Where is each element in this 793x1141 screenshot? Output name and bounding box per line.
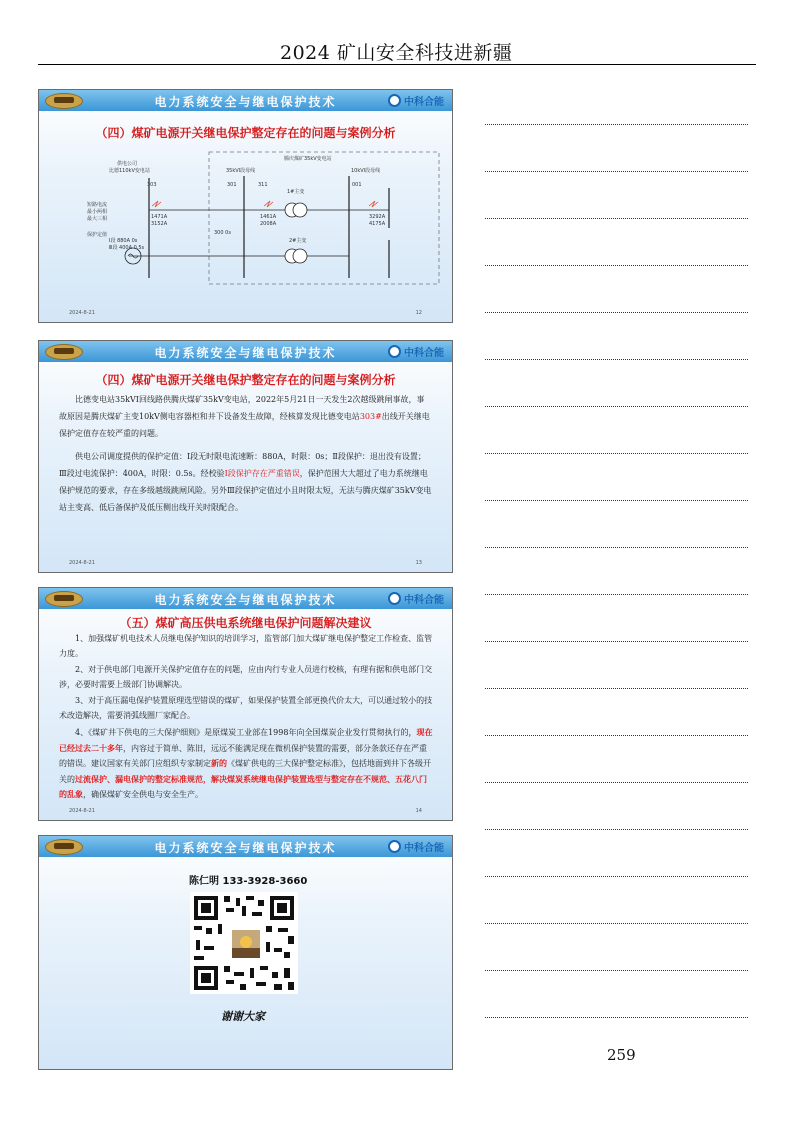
label-t300: 300 0s xyxy=(214,230,231,236)
label-v311b: 2008A xyxy=(260,221,277,227)
brand-name: 中科合能 xyxy=(404,842,444,854)
slide-body xyxy=(59,632,434,805)
note-line xyxy=(485,782,748,783)
text-run: ，内容过于简单、陈旧，远远不能满足现在微机保护装置的需要，部分条款还存在严重的错误。建议国家有关部门应组织专家制定 xyxy=(59,743,427,768)
paragraph-1 xyxy=(59,391,432,442)
label-v311a: 1461A xyxy=(260,214,277,220)
slide-14 xyxy=(38,587,453,821)
label-protect: 保护定值 xyxy=(87,232,108,238)
highlight-text: ，现在已经过去二十多年 xyxy=(59,727,433,753)
note-line xyxy=(485,688,748,689)
text-run: 《煤矿供电的三大保护整定标准》，包括地面到井下各级开关的 xyxy=(59,759,431,784)
text-run: ，确保煤矿安全供电与安全生产。 xyxy=(83,790,203,799)
brand-logo xyxy=(388,93,444,107)
slide-date: 2024-8-21 xyxy=(69,808,95,814)
note-line xyxy=(485,547,748,548)
label-b311: 311 xyxy=(258,182,268,188)
label-transformer2: 2#主变 xyxy=(289,238,307,244)
banner-title: 电力系统安全与继电保护技术 xyxy=(154,593,337,607)
note-line xyxy=(485,453,748,454)
banner-title: 电力系统安全与继电保护技术 xyxy=(154,841,337,855)
brand-name: 中科合能 xyxy=(404,594,444,606)
brand-logo xyxy=(388,344,444,358)
slide-number: 13 xyxy=(415,560,422,566)
slide-number: 12 xyxy=(415,310,422,316)
label-b001: 001 xyxy=(352,182,362,188)
wiring-diagram xyxy=(39,148,452,318)
label-v303a: 1471A xyxy=(151,214,168,220)
slide-banner xyxy=(39,836,452,857)
brand-icon xyxy=(388,345,401,358)
text-run: 供电公司调度提供的保护定值：Ⅰ段无时限电流速断：880A，时限：0s；Ⅱ段保护：退出没有设置；Ⅲ段过电流保护：400A，时限：0.5s。经校验 xyxy=(59,452,426,478)
label-v303b: 3152A xyxy=(151,221,168,227)
slide-title: （四）煤矿电源开关继电保护整定存在的问题与案例分析 xyxy=(95,373,396,387)
note-line xyxy=(485,359,748,360)
highlight-text: Ⅰ段保护存在严重错误 xyxy=(224,469,300,478)
highlight-text: 新的 xyxy=(211,758,227,768)
slide-banner xyxy=(39,90,452,111)
banner-title: 电力系统安全与继电保护技术 xyxy=(154,95,337,109)
brand-logo xyxy=(388,591,444,605)
text-run: 比德变电站35kVⅠ回线路供腾庆煤矿35kV变电站，2022年5月21日一天发生2次越级跳闸事故，事故原因是腾庆煤矿主变10kV侧电容器柜和井下设备发生故障，经核算发现比德变电站 xyxy=(59,395,425,421)
slide-banner xyxy=(39,588,452,609)
note-line xyxy=(485,923,748,924)
brand-icon xyxy=(388,94,401,107)
highlight-text: 过流保护、漏电保护的整定标准规范，解决煤炭系统继电保护装置选型与整定存在不规范、五花八门的乱象 xyxy=(59,773,427,799)
note-line xyxy=(485,406,748,407)
note-line xyxy=(485,594,748,595)
label-left-source-line2: 比德110kV变电站 xyxy=(109,168,150,174)
label-left-source-line1: 供电公司 xyxy=(117,161,138,167)
label-bus-35kv: 35kVⅠ段母线 xyxy=(226,168,256,174)
label-protect-val1: Ⅰ段 880A 0s xyxy=(109,238,138,244)
suggestion-4 xyxy=(59,725,434,803)
text-run: 4、《煤矿井下供电的三大保护细则》是原煤炭工业部在1998年向全国煤炭企业发行贯彻执行的 xyxy=(75,728,409,737)
banner-title: 电力系统安全与继电保护技术 xyxy=(154,346,337,360)
slide-date: 2024-8-21 xyxy=(69,310,95,316)
suggestion-1: 1、加强煤矿机电技术人员继电保护知识的培训学习，监管部门加大煤矿继电保护整定工作检查、监管力度。 xyxy=(59,634,433,658)
slide-banner xyxy=(39,341,452,362)
suggestion-3: 3、对于高压漏电保护装置原理选型错误的煤矿，如果保护装置全部更换代价太大，可以通过较小的技术改造解决，需要消弧线圈厂家配合。 xyxy=(59,696,433,720)
brand-name: 中科合能 xyxy=(404,347,444,359)
label-protect-val2: Ⅲ段 400A 0.5s xyxy=(109,245,145,251)
slide-body xyxy=(59,391,432,522)
label-b303: 303 xyxy=(147,182,157,188)
brand-name: 中科合能 xyxy=(404,96,444,108)
note-line xyxy=(485,735,748,736)
highlight-text: 303# xyxy=(359,412,382,421)
note-line xyxy=(485,1017,748,1018)
paragraph-2 xyxy=(59,448,432,516)
label-bus-10kv: 10kVⅠ段母线 xyxy=(351,168,381,174)
slide-13 xyxy=(38,340,453,573)
qr-code-icon xyxy=(190,892,298,994)
note-line xyxy=(485,124,748,125)
page-number: 259 xyxy=(607,1046,636,1064)
brand-icon xyxy=(388,840,401,853)
label-left-source xyxy=(109,160,150,174)
slide-date: 2024-8-21 xyxy=(69,560,95,566)
label-transformer1: 1#主变 xyxy=(287,189,305,195)
brand-icon xyxy=(388,592,401,605)
slide-title: （四）煤矿电源开关继电保护整定存在的问题与案例分析 xyxy=(95,126,396,140)
note-line xyxy=(485,171,748,172)
text-run: 出线开关继电保护定值存在较严重的问题。 xyxy=(59,412,430,438)
label-v001b: 4175A xyxy=(369,221,386,227)
label-fault-line2: 最小两相 xyxy=(87,209,108,215)
label-right-station: 腾庆煤矿35kV变电站 xyxy=(284,156,332,162)
label-v001a: 3292A xyxy=(369,214,386,220)
note-line xyxy=(485,641,748,642)
page-header: 2024 矿山安全科技进新疆 xyxy=(280,42,513,64)
note-line xyxy=(485,970,748,971)
contact-info: 陈仁明 133-3928-3660 xyxy=(189,876,308,887)
note-line xyxy=(485,312,748,313)
slide-number: 14 xyxy=(415,808,422,814)
note-line xyxy=(485,829,748,830)
note-line xyxy=(485,218,748,219)
header-rule xyxy=(38,64,756,65)
label-fault-line1: 短路电流 xyxy=(87,202,108,208)
label-fault-line3: 最大三相 xyxy=(87,216,108,222)
slide-title: （五）煤矿高压供电系统继电保护问题解决建议 xyxy=(119,616,372,630)
thanks-text: 谢谢大家 xyxy=(221,1010,265,1023)
note-line xyxy=(485,265,748,266)
text-run: ，保护范围大大超过了电力系统继电保护规范的要求，存在多级越级跳闸风险。另外Ⅲ段保护定值过小且时限太短，无法与腾庆煤矿35kV变电站主变高、低后备保护及低压侧出线开关时限配合。 xyxy=(59,469,432,512)
brand-logo xyxy=(388,839,444,853)
slide-contact xyxy=(38,835,453,1070)
note-line xyxy=(485,876,748,877)
label-b301: 301 xyxy=(227,182,237,188)
note-line xyxy=(485,500,748,501)
slide-12 xyxy=(38,89,453,323)
suggestion-2: 2、对于供电部门电源开关保护定值存在的问题，应由内行专业人员进行校核，有理有据和供电部门交涉，必要时需要上级部门协调解决。 xyxy=(59,665,433,689)
